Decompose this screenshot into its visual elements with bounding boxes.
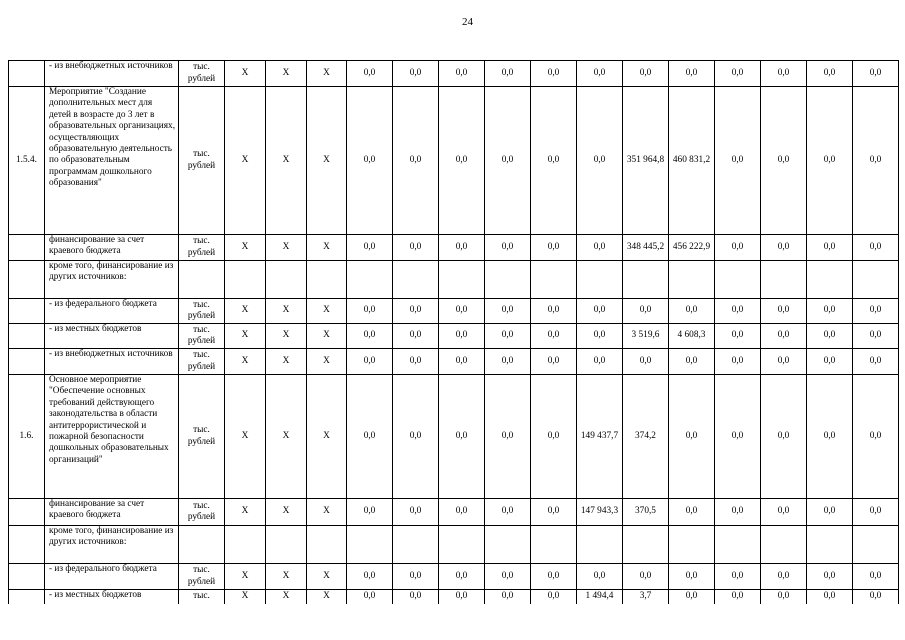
row-number-cell	[9, 261, 45, 299]
value-cell: 3,7	[623, 590, 669, 604]
value-cell: 0,0	[761, 87, 807, 235]
value-cell: 0,0	[853, 499, 899, 526]
value-cell: 0,0	[669, 564, 715, 590]
value-cell: X	[225, 299, 266, 324]
row-name-cell: кроме того, финансирование из других источников:	[45, 261, 179, 299]
value-cell: 0,0	[761, 590, 807, 604]
value-cell: 0,0	[577, 324, 623, 349]
value-cell: 0,0	[347, 349, 393, 375]
value-cell	[577, 261, 623, 299]
row-name-cell: Мероприятие "Создание дополнительных мест для детей в возрасте до 3 лет в образовательных организациях, осуществляющих образовательную деятельность по образовательным программам дошкольного образования"	[45, 87, 179, 235]
value-cell: 0,0	[531, 499, 577, 526]
value-cell: 0,0	[531, 590, 577, 604]
value-cell: 0,0	[439, 324, 485, 349]
value-cell: 0,0	[853, 564, 899, 590]
row-name-cell: - из внебюджетных источников	[45, 349, 179, 375]
value-cell: 0,0	[669, 499, 715, 526]
value-cell: X	[266, 324, 307, 349]
value-cell: 0,0	[853, 87, 899, 235]
value-cell: 0,0	[347, 299, 393, 324]
value-cell: 0,0	[577, 564, 623, 590]
value-cell: X	[307, 499, 347, 526]
value-cell: 0,0	[485, 564, 531, 590]
value-cell: X	[225, 87, 266, 235]
row-number-cell	[9, 499, 45, 526]
value-cell: 0,0	[485, 499, 531, 526]
unit-cell	[179, 526, 225, 564]
value-cell: 0,0	[393, 299, 439, 324]
row-number-cell	[9, 564, 45, 590]
value-cell: 0,0	[669, 61, 715, 87]
value-cell: 4 608,3	[669, 324, 715, 349]
table-row	[9, 299, 899, 324]
value-cell: 0,0	[761, 299, 807, 324]
value-cell: 0,0	[393, 235, 439, 261]
unit-cell: тыс. рублей	[179, 375, 225, 499]
value-cell	[807, 261, 853, 299]
row-name-cell: Основное мероприятие "Обеспечение основных требований действующего законодательства в области антитеррористической и пожарной безопасности дошкольных образовательных организаций"	[45, 375, 179, 499]
value-cell: 0,0	[807, 349, 853, 375]
value-cell	[225, 526, 266, 564]
table-row	[9, 526, 899, 564]
value-cell	[623, 261, 669, 299]
value-cell: 1 494,4	[577, 590, 623, 604]
unit-cell: тыс. рублей	[179, 564, 225, 590]
row-number-cell	[9, 61, 45, 87]
row-name-cell: финансирование за счет краевого бюджета	[45, 235, 179, 261]
value-cell: 0,0	[393, 375, 439, 499]
value-cell: X	[266, 375, 307, 499]
value-cell: 0,0	[393, 61, 439, 87]
value-cell: 0,0	[485, 61, 531, 87]
value-cell: 0,0	[439, 499, 485, 526]
unit-cell: тыс. рублей	[179, 87, 225, 235]
row-number-cell	[9, 324, 45, 349]
row-name-cell: кроме того, финансирование из других источников:	[45, 526, 179, 564]
table-row	[9, 499, 899, 526]
value-cell: 0,0	[485, 235, 531, 261]
value-cell: 0,0	[853, 590, 899, 604]
value-cell	[715, 526, 761, 564]
row-name-cell: - из внебюджетных источников	[45, 61, 179, 87]
value-cell: 0,0	[485, 375, 531, 499]
value-cell: 149 437,7	[577, 375, 623, 499]
value-cell: 0,0	[347, 61, 393, 87]
value-cell: 0,0	[807, 375, 853, 499]
table-row	[9, 87, 899, 235]
value-cell	[531, 261, 577, 299]
value-cell: 370,5	[623, 499, 669, 526]
value-cell	[225, 261, 266, 299]
value-cell: 0,0	[715, 349, 761, 375]
value-cell: 0,0	[531, 299, 577, 324]
value-cell: 0,0	[761, 564, 807, 590]
value-cell: X	[307, 590, 347, 604]
value-cell	[761, 526, 807, 564]
value-cell: 0,0	[761, 375, 807, 499]
value-cell: 0,0	[853, 299, 899, 324]
value-cell: 0,0	[623, 299, 669, 324]
value-cell	[669, 526, 715, 564]
value-cell: 0,0	[761, 324, 807, 349]
value-cell: 0,0	[669, 299, 715, 324]
value-cell: 0,0	[531, 349, 577, 375]
value-cell: X	[307, 349, 347, 375]
value-cell: 0,0	[347, 235, 393, 261]
value-cell: 0,0	[485, 590, 531, 604]
value-cell: 0,0	[715, 87, 761, 235]
value-cell: 0,0	[715, 375, 761, 499]
value-cell: 0,0	[531, 61, 577, 87]
value-cell: 351 964,8	[623, 87, 669, 235]
value-cell: 0,0	[439, 87, 485, 235]
table-row	[9, 261, 899, 299]
value-cell: 0,0	[623, 61, 669, 87]
value-cell: X	[307, 564, 347, 590]
value-cell: 0,0	[439, 349, 485, 375]
value-cell: X	[225, 349, 266, 375]
value-cell: 0,0	[807, 564, 853, 590]
value-cell: 0,0	[669, 349, 715, 375]
value-cell: 0,0	[485, 349, 531, 375]
value-cell: X	[266, 349, 307, 375]
value-cell: 0,0	[485, 299, 531, 324]
value-cell: 0,0	[853, 324, 899, 349]
value-cell: 0,0	[347, 324, 393, 349]
value-cell: X	[266, 499, 307, 526]
value-cell: X	[266, 564, 307, 590]
value-cell	[307, 261, 347, 299]
value-cell: 0,0	[761, 235, 807, 261]
value-cell: X	[225, 375, 266, 499]
row-name-cell: - из местных бюджетов	[45, 324, 179, 349]
value-cell	[266, 526, 307, 564]
value-cell	[853, 261, 899, 299]
value-cell: 0,0	[807, 235, 853, 261]
value-cell	[347, 526, 393, 564]
value-cell	[485, 526, 531, 564]
value-cell: 0,0	[393, 349, 439, 375]
value-cell: 0,0	[577, 349, 623, 375]
unit-cell: тыс. рублей	[179, 349, 225, 375]
value-cell	[715, 261, 761, 299]
value-cell: 0,0	[623, 564, 669, 590]
value-cell: X	[307, 375, 347, 499]
unit-cell: тыс. рублей	[179, 299, 225, 324]
value-cell: 0,0	[715, 324, 761, 349]
value-cell: 0,0	[577, 299, 623, 324]
value-cell	[623, 526, 669, 564]
table-row	[9, 61, 899, 87]
value-cell: 0,0	[853, 61, 899, 87]
value-cell: 348 445,2	[623, 235, 669, 261]
row-number-cell	[9, 235, 45, 261]
value-cell: 0,0	[761, 499, 807, 526]
value-cell: 0,0	[439, 564, 485, 590]
value-cell: X	[266, 299, 307, 324]
value-cell: 0,0	[853, 375, 899, 499]
value-cell: 0,0	[393, 499, 439, 526]
value-cell: X	[225, 324, 266, 349]
value-cell: X	[225, 590, 266, 604]
value-cell: X	[307, 299, 347, 324]
value-cell: X	[225, 499, 266, 526]
unit-cell: тыс.	[179, 590, 225, 604]
value-cell: 0,0	[853, 235, 899, 261]
table-row	[9, 349, 899, 375]
value-cell: 0,0	[439, 61, 485, 87]
row-name-cell: - из местных бюджетов	[45, 590, 179, 604]
row-number-cell	[9, 299, 45, 324]
value-cell: X	[266, 590, 307, 604]
value-cell: 0,0	[715, 61, 761, 87]
table-row	[9, 324, 899, 349]
value-cell: 0,0	[577, 235, 623, 261]
value-cell	[307, 526, 347, 564]
value-cell: 0,0	[531, 324, 577, 349]
value-cell: 0,0	[715, 299, 761, 324]
row-number-cell: 1.6.	[9, 375, 45, 499]
value-cell	[347, 261, 393, 299]
value-cell: 0,0	[761, 61, 807, 87]
unit-cell: тыс. рублей	[179, 235, 225, 261]
row-name-cell: финансирование за счет краевого бюджета	[45, 499, 179, 526]
value-cell: X	[307, 87, 347, 235]
value-cell	[485, 261, 531, 299]
budget-table	[8, 60, 899, 604]
value-cell	[393, 526, 439, 564]
row-name-cell: - из федерального бюджета	[45, 299, 179, 324]
value-cell: X	[266, 87, 307, 235]
value-cell: X	[225, 235, 266, 261]
value-cell: 0,0	[623, 349, 669, 375]
row-number-cell	[9, 590, 45, 604]
table-row	[9, 375, 899, 499]
value-cell: 147 943,3	[577, 499, 623, 526]
value-cell: 0,0	[669, 375, 715, 499]
value-cell: 460 831,2	[669, 87, 715, 235]
value-cell: X	[307, 61, 347, 87]
value-cell: 0,0	[761, 349, 807, 375]
value-cell: 456 222,9	[669, 235, 715, 261]
value-cell: 0,0	[439, 590, 485, 604]
value-cell: X	[225, 564, 266, 590]
value-cell: X	[307, 235, 347, 261]
value-cell	[577, 526, 623, 564]
row-number-cell	[9, 349, 45, 375]
value-cell: X	[266, 61, 307, 87]
value-cell: 0,0	[531, 564, 577, 590]
value-cell: 0,0	[715, 590, 761, 604]
value-cell: 0,0	[439, 299, 485, 324]
value-cell: 0,0	[439, 375, 485, 499]
value-cell: 0,0	[577, 61, 623, 87]
table-row	[9, 564, 899, 590]
value-cell: 0,0	[347, 590, 393, 604]
value-cell: 0,0	[347, 499, 393, 526]
value-cell: 0,0	[853, 349, 899, 375]
value-cell: X	[307, 324, 347, 349]
unit-cell: тыс. рублей	[179, 324, 225, 349]
value-cell: 374,2	[623, 375, 669, 499]
value-cell: 0,0	[531, 375, 577, 499]
value-cell: 0,0	[393, 324, 439, 349]
value-cell: 0,0	[807, 590, 853, 604]
value-cell: 0,0	[531, 87, 577, 235]
value-cell: 0,0	[807, 299, 853, 324]
value-cell	[439, 526, 485, 564]
unit-cell: тыс. рублей	[179, 61, 225, 87]
page-number: 24	[462, 16, 473, 28]
value-cell: 0,0	[347, 375, 393, 499]
value-cell: 0,0	[393, 87, 439, 235]
value-cell: 0,0	[669, 590, 715, 604]
value-cell: 0,0	[577, 87, 623, 235]
value-cell: 0,0	[807, 324, 853, 349]
value-cell: 0,0	[347, 87, 393, 235]
value-cell: 3 519,6	[623, 324, 669, 349]
value-cell	[266, 261, 307, 299]
row-number-cell: 1.5.4.	[9, 87, 45, 235]
row-name-cell: - из федерального бюджета	[45, 564, 179, 590]
value-cell	[853, 526, 899, 564]
value-cell: 0,0	[347, 564, 393, 590]
table-row	[9, 590, 899, 604]
value-cell: 0,0	[531, 235, 577, 261]
value-cell	[669, 261, 715, 299]
value-cell: 0,0	[807, 61, 853, 87]
value-cell: 0,0	[485, 324, 531, 349]
value-cell: 0,0	[715, 235, 761, 261]
unit-cell	[179, 261, 225, 299]
value-cell: 0,0	[485, 87, 531, 235]
value-cell: X	[266, 235, 307, 261]
value-cell	[393, 261, 439, 299]
value-cell: 0,0	[439, 235, 485, 261]
value-cell: 0,0	[807, 87, 853, 235]
value-cell: 0,0	[393, 590, 439, 604]
row-number-cell	[9, 526, 45, 564]
value-cell	[807, 526, 853, 564]
unit-cell: тыс. рублей	[179, 499, 225, 526]
value-cell: 0,0	[715, 499, 761, 526]
value-cell	[439, 261, 485, 299]
value-cell: X	[225, 61, 266, 87]
value-cell	[531, 526, 577, 564]
value-cell: 0,0	[807, 499, 853, 526]
value-cell	[761, 261, 807, 299]
value-cell: 0,0	[715, 564, 761, 590]
value-cell: 0,0	[393, 564, 439, 590]
table-row	[9, 235, 899, 261]
